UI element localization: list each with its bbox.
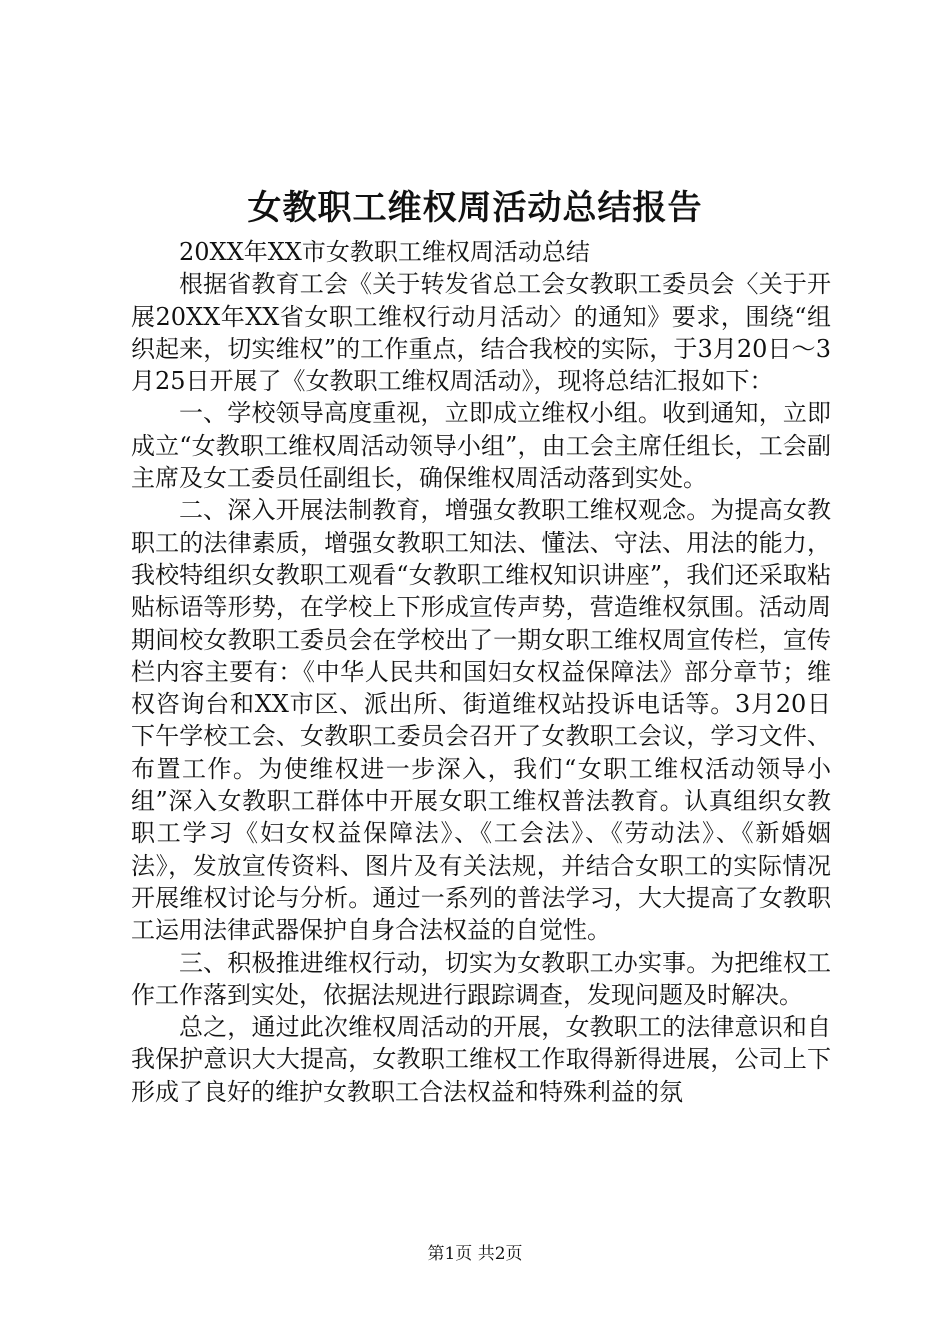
paragraph-section-one: 一、学校领导高度重视，立即成立维权小组。收到通知，立即成立“女教职工维权周活动领导小组”，由工会主席任组长，工会副主席及女工委员任副组长，确保维权周活动落到实处。 bbox=[131, 399, 831, 493]
document-body bbox=[131, 236, 831, 1108]
paragraph-subtitle: 20XX年XX市女教职工维权周活动总结 bbox=[179, 238, 590, 266]
paragraph-conclusion: 总之，通过此次维权周活动的开展，女教职工的法律意识和自我保护意识大大提高，女教职工维权工作取得新得进展，公司上下形成了良好的维护女教职工合法权益和特殊利益的氛 bbox=[131, 1013, 831, 1106]
document-title: 女教职工维权周活动总结报告 bbox=[247, 188, 703, 228]
paragraph-intro: 根据省教育工会《关于转发省总工会女教职工委员会〈关于开展20XX年XX省女职工维权行动月活动〉的通知》要求，围绕“组织起来，切实维权”的工作重点，结合我校的实际，于3月20日～3月25日开展了《女教职工维权周活动》，现将总结汇报如下： bbox=[131, 270, 831, 396]
paragraph-section-two: 二、深入开展法制教育，增强女教职工维权观念。为提高女教职工的法律素质，增强女教职工知法、懂法、守法、用法的能力，我校特组织女教职工观看“女教职工维权知识讲座”，我们还采取粘贴标语等形势，在学校上下形成宣传声势，营造维权氛围。活动周期间校女教职工委员会在学校出了一期女职工维权周宣传栏，宣传栏内容主要有：《中华人民共和国妇女权益保障法》部分章节；维权咨询台和XX市区、派出所、街道维权站投诉电话等。3月20日下午学校工会、女教职工委员会召开了女教职工会议，学习文件、布置工作。为使维权进一步深入，我们“女职工维权活动领导小组”深入女教职工群体中开展女职工维权普法教育。认真组织女教职工学习《妇女权益保障法》、《工会法》、《劳动法》、《新婚姻法》，发放宣传资料、图片及有关法规，并结合女职工的实际情况开展维权讨论与分析。通过一系列的普法学习，大大提高了女教职工运用法律武器保护自身合法权益的自觉性。 bbox=[131, 496, 831, 945]
page-footer: 第1页 共2页 bbox=[427, 1244, 523, 1264]
paragraph-section-three: 三、积极推进维权行动，切实为女教职工办实事。为把维权工作工作落到实处，依据法规进行跟踪调查，发现问题及时解决。 bbox=[131, 948, 831, 1009]
